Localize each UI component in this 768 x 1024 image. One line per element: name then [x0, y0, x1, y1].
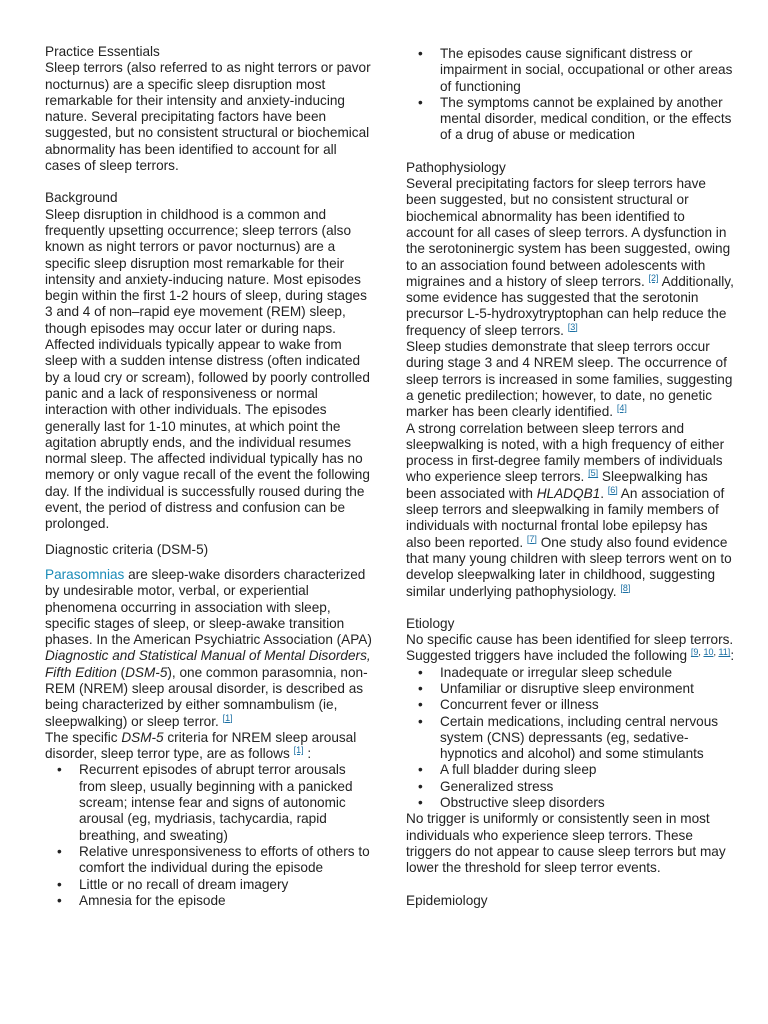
reference-link-10[interactable]: 10: [703, 647, 714, 658]
spacer: [45, 558, 375, 567]
dsm-abbrev: DSM-5: [125, 664, 168, 680]
reference-group: [9, 10, 11]: [690, 647, 731, 658]
background-paragraph-2: Affected individuals typically appear to wake from sleep with a sudden intense distress (often indicated by a loud cry or scream), followed by poorly controlled panic and a lack of responsiveness or normal interaction with other individuals. The episodes generally last for 1-10 minutes, at which point the agitation abruptly ends, and the individual resumes normal sleep. The affected individual typically has no memory or only vague recall of the event the following day. If the individual is successfully roused during the event, the period of distress and confusion can be prolonged.: [45, 337, 370, 532]
reference-link-11[interactable]: 11]: [718, 647, 731, 658]
gene-name: HLADQB1: [536, 485, 601, 501]
list-item: • Relative unresponsiveness to efforts of others to comfort the individual during the episode: [79, 844, 375, 877]
list-item: • Amnesia for the episode: [79, 893, 375, 909]
text-run: .: [600, 485, 608, 501]
right-column: [406, 46, 736, 909]
diagnostic-paragraph-1: [45, 567, 375, 730]
etiology-heading: Etiology: [406, 615, 455, 631]
reference-link-4[interactable]: [4]: [616, 403, 627, 414]
reference-link-1[interactable]: [1]: [222, 712, 233, 723]
list-item: • Certain medications, including central nervous system (CNS) depressants (eg, sedative-hypnotics and alcohol) and some stimulants: [440, 714, 736, 763]
practice-essentials-heading: Practice Essentials: [45, 44, 160, 59]
text-run: The specific: [45, 729, 122, 745]
diagnostic-criteria-heading: Diagnostic criteria (DSM-5): [45, 541, 209, 557]
epidemiology-heading: Epidemiology: [406, 892, 488, 908]
pathophysiology-paragraph-2: [406, 339, 736, 420]
text-run: Additionally, some evidence has suggested that the serotonin precursor L-5-hydroxytryptophan can help reduce the frequency of sleep terrors.: [406, 273, 734, 338]
spacer: [45, 533, 375, 542]
dsm-title: Diagnostic and Statistical Manual of Mental Disorders, Fifth Edition: [45, 648, 371, 680]
text-run: ), one common parasomnia, non-REM (NREM) sleep arousal disorder, is described as being characterized by either somnambulism (ie, sleepwalking) or sleep terror.: [45, 664, 368, 729]
reference-link-1[interactable]: [1]: [293, 745, 304, 756]
text-run: :: [303, 746, 312, 762]
text-run: (: [116, 664, 126, 680]
reference-link-2[interactable]: [2]: [648, 272, 659, 283]
parasomnias-link[interactable]: Parasomnias: [45, 566, 125, 582]
pathophysiology-paragraph-1: [406, 176, 736, 339]
reference-link-6[interactable]: [6]: [607, 484, 618, 495]
list-item: • Unfamiliar or disruptive sleep environment: [440, 681, 736, 697]
list-item: • Little or no recall of dream imagery: [79, 877, 375, 893]
text-run: No specific cause has been identified for sleep terrors. Suggested triggers have included the following: [406, 632, 734, 664]
trigger-list: [406, 665, 736, 812]
etiology-paragraph-1: No specific cause has been identified for sleep terrors. Suggested triggers have included the following [9, 10, 11]:: [406, 632, 735, 664]
reference-link-7[interactable]: [7]: [526, 533, 537, 544]
text-run: An association of sleep terrors and sleepwalking in family members of individuals with nocturnal frontal lobe epilepsy has also been reported.: [406, 485, 725, 550]
text-run: are sleep-wake disorders characterized by undesirable motor, verbal, or experiential phenomena occurring in association with sleep, specific stages of sleep, or sleep-awake transition phases. In the American Psychiatric Association (APA): [45, 566, 372, 648]
dsm-abbrev: DSM-5: [121, 729, 164, 745]
spacer: [45, 174, 375, 190]
list-item: • The symptoms cannot be explained by another mental disorder, medical condition, or the effects of a drug of abuse or medication: [440, 95, 736, 144]
list-item: • Concurrent fever or illness: [440, 697, 736, 713]
spacer: [406, 877, 736, 893]
spacer: [406, 144, 736, 160]
list-item: • Obstructive sleep disorders: [440, 795, 736, 811]
list-item: • A full bladder during sleep: [440, 762, 736, 778]
reference-link-9[interactable]: [9: [690, 647, 699, 658]
background-paragraph-1: Sleep disruption in childhood is a common and frequently upsetting occurrence; sleep terrors (also known as night terrors or pavor nocturnus) are a specific sleep disruption most remarkable for their intensity and anxiety-inducing nature. Most episodes begin within the first 1-2 hours of sleep, during stages 3 and 4 of non–rapid eye movement (REM) sleep, though episodes may occur later or during naps.: [45, 206, 367, 336]
text-run: criteria for NREM sleep arousal disorder, sleep terror type, are as follows: [45, 729, 357, 762]
text-run: A strong correlation between sleep terrors and sleepwalking is noted, with a high frequency of either process in first-degree family members of individuals who experience sleep terrors.: [406, 420, 725, 485]
text-run: Several precipitating factors for sleep terrors have been suggested, but no consistent structural or biochemical abnormality has been identified to account for all cases of sleep terrors. A dysfunction in the serotoninergic system has been suggested, owing to an association found between adolescents with migraines and a history of sleep terrors.: [406, 176, 731, 289]
spacer: [406, 600, 736, 616]
reference-link-3[interactable]: [3]: [567, 321, 578, 332]
criteria-list: [45, 762, 375, 909]
list-item: • The episodes cause significant distress or impairment in social, occupational or other areas of functioning: [440, 46, 736, 95]
text-run: Sleepwalking has been associated with: [406, 469, 708, 501]
pathophysiology-heading: Pathophysiology: [406, 159, 506, 175]
pathophysiology-paragraph-3: [406, 421, 736, 600]
list-item: • Recurrent episodes of abrupt terror arousals from sleep, usually beginning with a panicked scream; intense fear and signs of autonomic arousal (eg, mydriasis, tachycardia, rapid breathing, and sweating): [79, 762, 375, 843]
etiology-paragraph-2: No trigger is uniformly or consistently seen in most individuals who experience sleep terrors. These triggers do not appear to cause sleep terrors but may lower the threshold for sleep terror events.: [406, 811, 726, 876]
reference-link-8[interactable]: [8]: [620, 582, 631, 593]
list-item: • Inadequate or irregular sleep schedule: [440, 665, 736, 681]
reference-link-5[interactable]: [5]: [588, 468, 599, 479]
text-run: One study also found evidence that many young children with sleep terrors went on to develop sleepwalking later in childhood, suggesting similar underlying pathophysiology.: [406, 534, 732, 599]
left-column: [45, 44, 375, 909]
criteria-list-continued: [406, 46, 736, 144]
list-item: • Generalized stress: [440, 779, 736, 795]
background-heading: Background: [45, 190, 118, 206]
text-run: Sleep studies demonstrate that sleep terrors occur during stage 3 and 4 NREM sleep. The occurrence of sleep terrors is increased in some families, suggesting a genetic predilection; however, to date, no genetic marker has been clearly identified.: [406, 339, 733, 420]
diagnostic-paragraph-2: [45, 730, 375, 763]
practice-essentials-text: Sleep terrors (also referred to as night terrors or pavor nocturnus) are a specific sleep disruption most remarkable for their intensity and anxiety-inducing nature. Several precipitating factors have been suggested, but no consistent structural or biochemical abnormality has been identified to account for all cases of sleep terrors.: [45, 60, 371, 174]
